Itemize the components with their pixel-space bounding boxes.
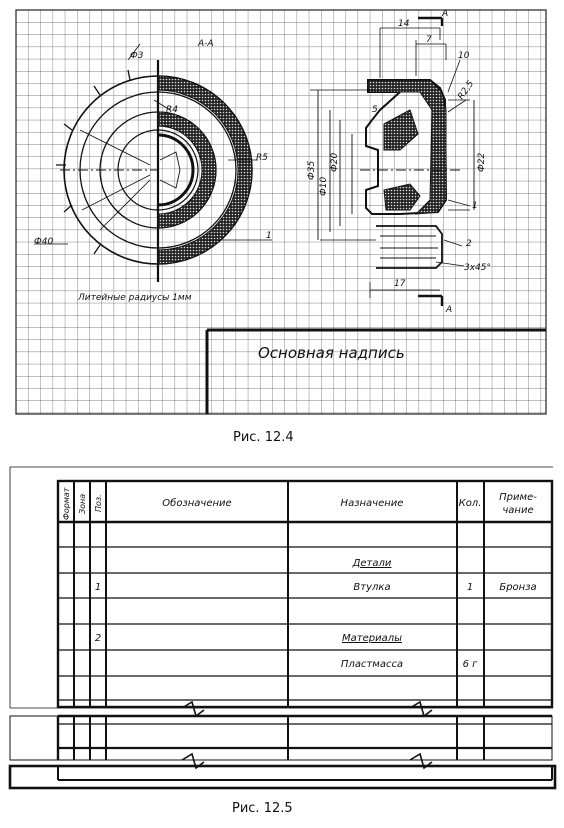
figure-12-5-caption: Рис. 12.5 [232, 801, 293, 816]
dim-7: 7 [426, 35, 432, 45]
material-quantity: 6 г [462, 659, 478, 670]
spec-table-frame [58, 481, 552, 707]
title-block-label: Основная надпись [258, 344, 405, 362]
header-note-line2: чание [502, 505, 534, 516]
dim-r5: R5 [256, 153, 268, 163]
label-one: 1 [266, 231, 272, 241]
dim-r2-5: R2,5 [456, 79, 477, 102]
material-name: Пластмасса [340, 659, 404, 670]
header-format: Формат [62, 487, 71, 520]
dim-d22: Ф22 [477, 152, 487, 172]
item2-position: 2 [94, 633, 102, 644]
figure-12-4 [16, 9, 546, 414]
spec-table-text [62, 487, 537, 670]
item1-position: 1 [94, 582, 102, 593]
figure-12-5 [10, 467, 555, 788]
section-label: А-А [198, 39, 214, 49]
section-mark-bottom: А [446, 305, 453, 315]
figure-12-4-caption: Рис. 12.4 [233, 430, 294, 445]
position-2: 2 [466, 239, 472, 249]
item1-note: Бронза [499, 582, 537, 593]
dim-r4: R4 [166, 105, 178, 115]
dim-10: 10 [458, 51, 470, 61]
dim-d20: Ф20 [330, 152, 340, 172]
dim-d40: Ф40 [34, 237, 54, 247]
dim-chamfer: 3х45° [464, 263, 492, 273]
header-note-line1: Приме- [499, 492, 537, 503]
dim-d10: Ф10 [319, 176, 329, 196]
header-name: Назначение [340, 498, 404, 509]
header-designation: Обозначение [162, 498, 232, 509]
header-zone: Зона [78, 493, 87, 514]
casting-radii-note: Литейные радиусы 1мм [78, 293, 192, 303]
dim-17: 17 [394, 279, 406, 289]
dim-d3: Ф3 [130, 51, 144, 61]
dim-5: 5 [372, 105, 378, 115]
position-1: 1 [472, 201, 478, 211]
item1-name: Втулка [353, 582, 391, 593]
dim-14: 14 [398, 19, 410, 29]
item1-quantity: 1 [466, 582, 474, 593]
section-mark-top: А [442, 9, 449, 19]
section-materials: Материалы [342, 633, 402, 644]
header-quantity: Кол. [458, 498, 482, 509]
section-parts: Детали [352, 558, 392, 569]
header-position: Поз. [94, 494, 103, 512]
dim-d35: Ф35 [307, 160, 317, 180]
